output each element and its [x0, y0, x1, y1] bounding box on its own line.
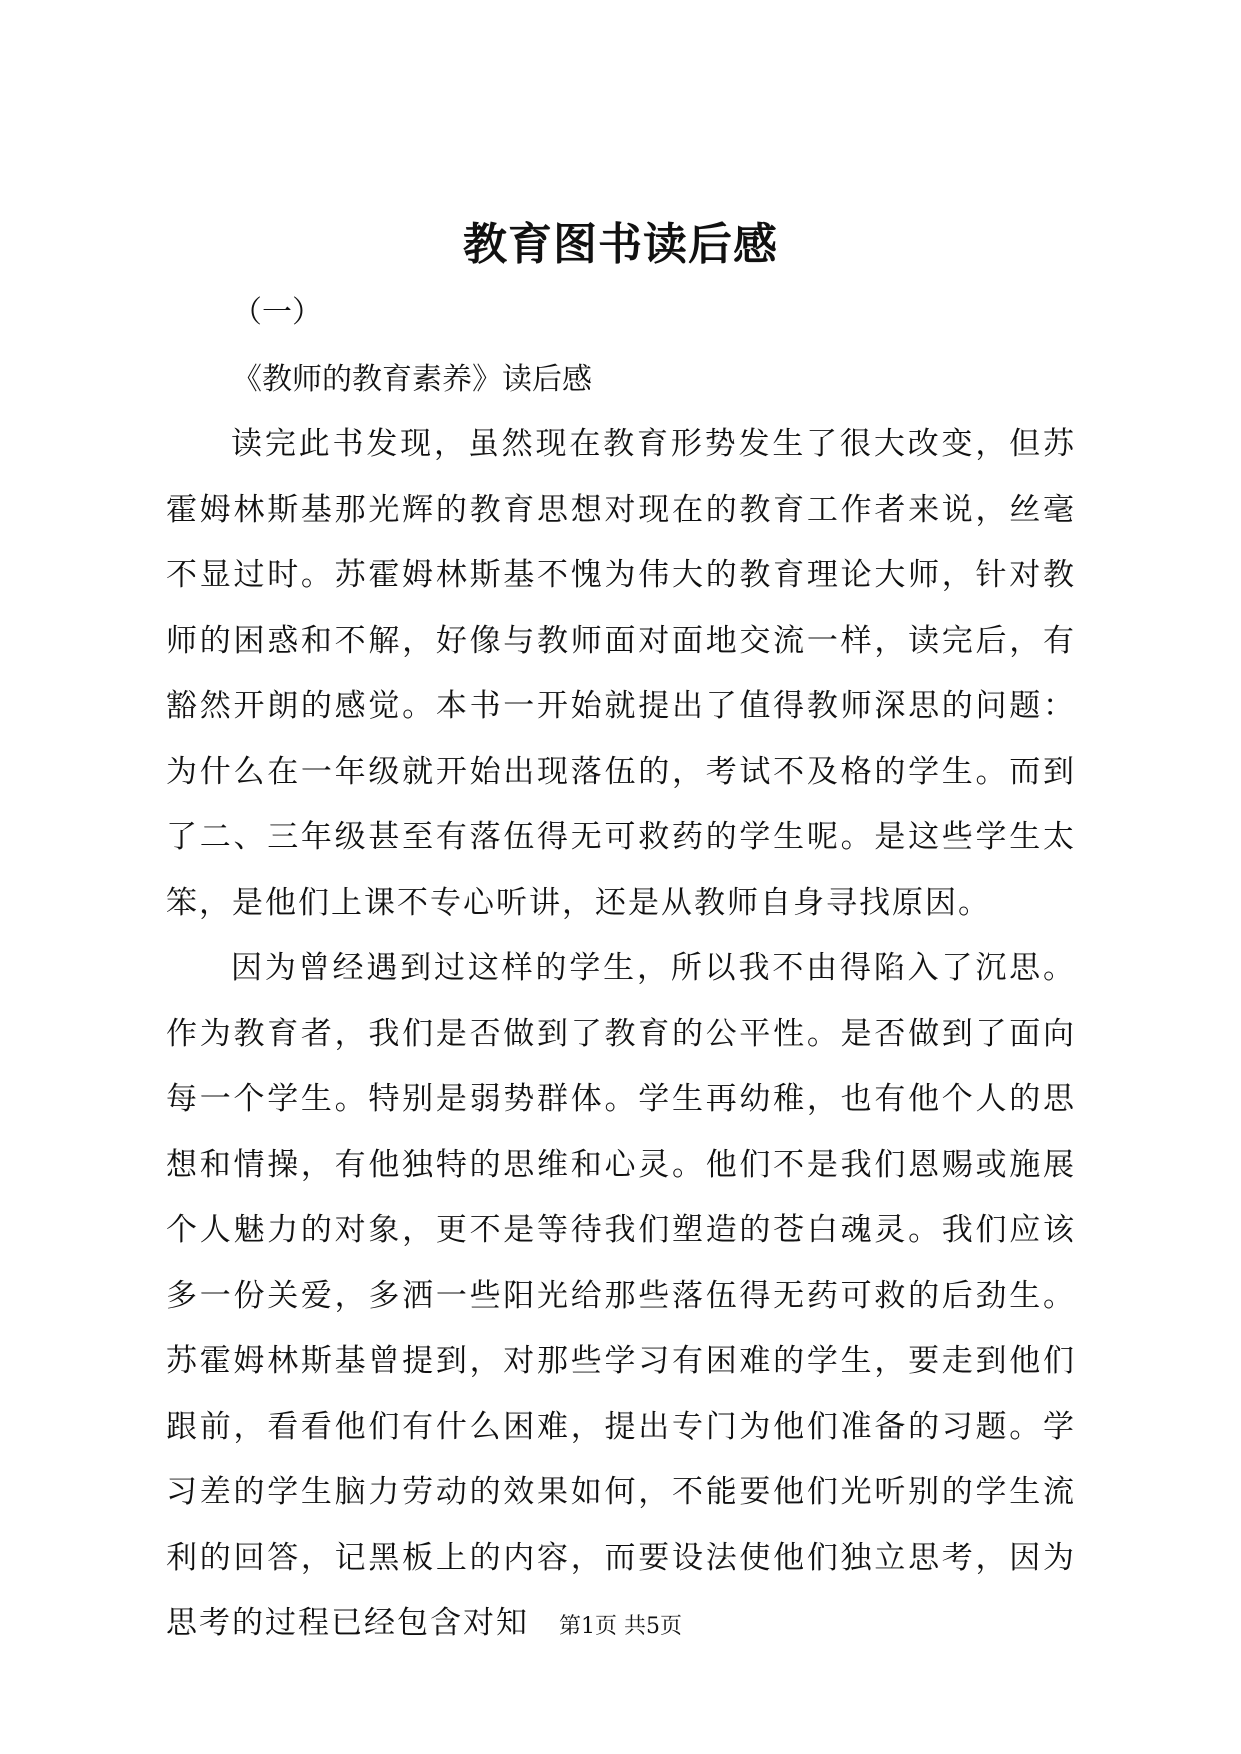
paragraph-1: 读完此书发现，虽然现在教育形势发生了很大改变，但苏霍姆林斯基那光辉的教育思想对现在的教育工作者来说，丝毫不显过时。苏霍姆林斯基不愧为伟大的教育理论大师，针对教师的困惑和不解，好像与教师面对面地交流一样，读完后，有豁然开朗的感觉。本书一开始就提出了值得教师深思的问题：为什么在一年级就开始出现落伍的，考试不及格的学生。而到了二、三年级甚至有落伍得无可救药的学生呢。是这些学生太笨，是他们上课不专心听讲，还是从教师自身寻找原因。 [166, 426, 1076, 921]
paragraph-2: 因为曾经遇到过这样的学生，所以我不由得陷入了沉思。作为教育者，我们是否做到了教育的公平性。是否做到了面向每一个学生。特别是弱势群体。学生再幼稚，也有他个人的思想和情操，有他独特的思维和心灵。他们不是我们恩赐或施展个人魅力的对象，更不是等待我们塑造的苍白魂灵。我们应该多一份关爱，多洒一些阳光给那些落伍得无药可救的后劲生。苏霍姆林斯基曾提到，对那些学习有困难的学生，要走到他们跟前，看看他们有什么困难，提出专门为他们准备的习题。学习差的学生脑力劳动的效果如何，不能要他们光听别的学生流利的回答，记黑板上的内容，而要设法使他们独立思考，因为思考的过程已经包含对知 [166, 950, 1076, 1641]
document-title: 教育图书读后感 [463, 219, 778, 270]
document-body [166, 412, 1076, 1657]
document-subtitle: 《教师的教育素养》读后感 [232, 362, 592, 397]
page-footer: 第1页 共5页 [559, 1614, 682, 1639]
section-mark: （一） [232, 295, 322, 330]
